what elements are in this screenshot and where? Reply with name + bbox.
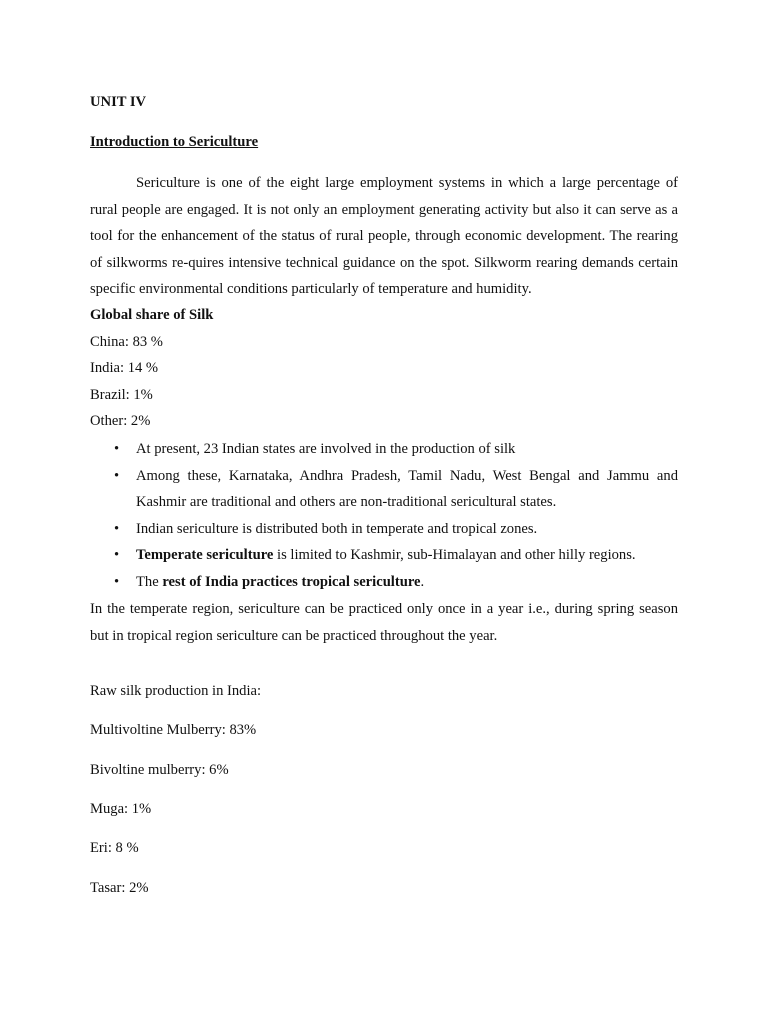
global-share-heading: Global share of Silk	[90, 307, 214, 323]
unit-title: UNIT IV	[90, 94, 147, 110]
bullet-item	[90, 436, 678, 463]
bullet-icon: •	[114, 467, 120, 484]
bullet-text: is limited to Kashmir, sub-Himalayan and other hilly regions.	[273, 547, 636, 564]
bullet-bold-text: Temperate sericulture	[136, 547, 274, 564]
bullet-item	[90, 569, 678, 596]
bullet-item	[90, 516, 678, 543]
raw-silk-item-tasar: Tasar: 2%	[90, 880, 149, 896]
temperate-paragraph: In the temperate region, sericulture can be practiced only once in a year i.e., during spring season but in tropical region sericulture can be practiced throughout the year.	[90, 601, 678, 644]
global-share-item-india: India: 14 %	[90, 360, 159, 377]
bullet-text: Indian sericulture is distributed both in temperate and tropical zones.	[136, 520, 538, 537]
intro-paragraph: Sericulture is one of the eight large employment systems in which a large percentage of rural people are engaged. It is not only an employment generating activity but also it can serve as a tool for the enhancement of the status of rural people, through economic development. The rearing of silkworms re-quires intensive technical guidance on the spot. Silkworm rearing demands certain specific environmental conditions particularly of temperature and humidity.	[90, 175, 678, 298]
raw-silk-item-multivoltine: Multivoltine Mulberry: 83%	[90, 722, 257, 738]
global-share-item-brazil: Brazil: 1%	[90, 386, 153, 403]
bullet-item	[90, 542, 678, 569]
bullet-icon: •	[114, 547, 120, 564]
bullet-text: .	[420, 573, 425, 590]
bullet-icon: •	[114, 573, 120, 590]
raw-silk-heading: Raw silk production in India:	[90, 683, 262, 699]
bullet-icon: •	[114, 441, 120, 457]
raw-silk-item-eri: Eri: 8 %	[90, 840, 139, 856]
section-title: Introduction to Sericulture	[90, 134, 259, 150]
bullet-icon: •	[114, 520, 120, 537]
raw-silk-item-muga: Muga: 1%	[90, 801, 152, 817]
raw-silk-item-bivoltine: Bivoltine mulberry: 6%	[90, 762, 229, 778]
global-share-item-china: China: 83 %	[90, 333, 163, 350]
bullet-bold-text: rest of India practices tropical sericulture	[162, 573, 421, 590]
bullet-text-prefix: The	[136, 573, 163, 590]
bullet-text: Among these, Karnataka, Andhra Pradesh, Tamil Nadu, West Bengal and Jammu and Kashmir are traditional and others are non-traditional sericultural states.	[136, 467, 678, 511]
bullet-list	[90, 436, 678, 596]
global-share-block	[90, 302, 678, 435]
bullet-item	[90, 463, 678, 516]
bullet-text: At present, 23 Indian states are involved in the production of silk	[136, 441, 516, 457]
global-share-item-other: Other: 2%	[90, 413, 151, 430]
